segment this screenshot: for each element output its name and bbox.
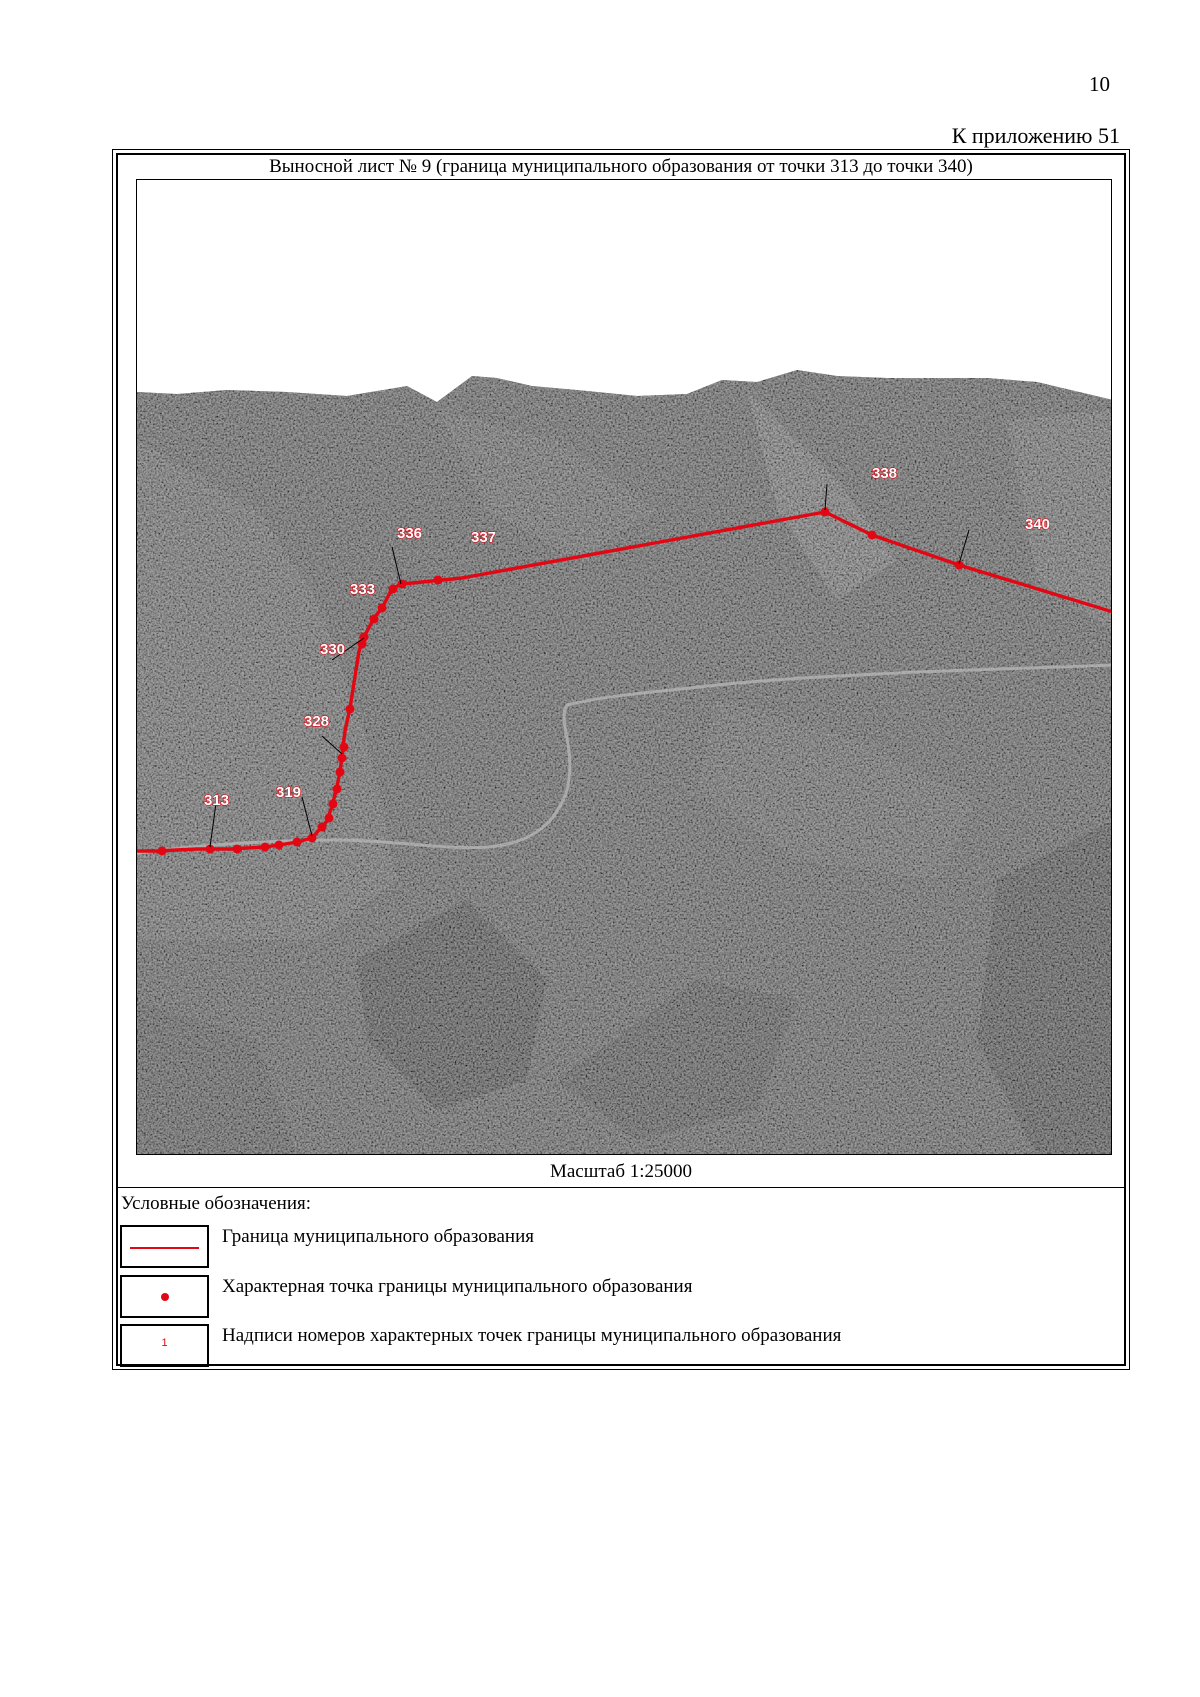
boundary-point [261, 843, 270, 852]
red-line-icon [130, 1247, 199, 1249]
point-label-333: 333 [350, 581, 376, 598]
annex-reference: К приложению 51 [951, 123, 1120, 148]
legend-symbol-boundary-line [120, 1225, 209, 1268]
boundary-point [338, 754, 347, 763]
boundary-point [293, 838, 302, 847]
boundary-point [333, 785, 342, 794]
point-label-330: 330 [320, 641, 346, 658]
legend-label-point: Характерная точка границы муниципального образования [222, 1276, 693, 1297]
boundary-point [378, 604, 387, 613]
boundary-point [434, 576, 443, 585]
boundary-point [955, 561, 964, 570]
red-number-icon: 1 [161, 1337, 168, 1349]
boundary-point [275, 841, 284, 850]
boundary-point [336, 768, 345, 777]
legend-divider [116, 1187, 1126, 1188]
page-number: 10 [1089, 72, 1110, 96]
aerial-map [137, 180, 1112, 1155]
red-dot-icon [161, 1293, 169, 1301]
boundary-point [389, 585, 398, 594]
boundary-point [340, 743, 349, 752]
point-label-313: 313 [204, 792, 230, 809]
legend-symbol-boundary-point [120, 1275, 209, 1318]
point-label-338: 338 [872, 465, 898, 482]
terrain-imagery [137, 180, 1112, 1155]
point-label-319: 319 [276, 784, 302, 801]
boundary-point [370, 615, 379, 624]
point-label-328: 328 [304, 713, 330, 730]
boundary-point [398, 580, 407, 589]
map-scale: Масштаб 1:25000 [549, 1161, 693, 1182]
sheet-title: Выносной лист № 9 (граница муниципального образования от точки 313 до точки 340) [269, 156, 973, 177]
point-label-337: 337 [471, 529, 497, 546]
boundary-point [158, 847, 167, 856]
boundary-point [325, 814, 334, 823]
legend-title: Условные обозначения: [121, 1193, 312, 1214]
point-label-340: 340 [1025, 516, 1051, 533]
map-area[interactable] [136, 179, 1112, 1155]
boundary-point [329, 800, 338, 809]
boundary-point [346, 705, 355, 714]
legend-symbol-point-number [120, 1324, 209, 1367]
boundary-point [318, 823, 327, 832]
boundary-point [868, 531, 877, 540]
legend-label-boundary: Граница муниципального образования [222, 1226, 534, 1247]
point-label-336: 336 [397, 525, 423, 542]
legend-label-point-number: Надписи номеров характерных точек границы муниципального образования [222, 1325, 842, 1346]
boundary-point [233, 845, 242, 854]
